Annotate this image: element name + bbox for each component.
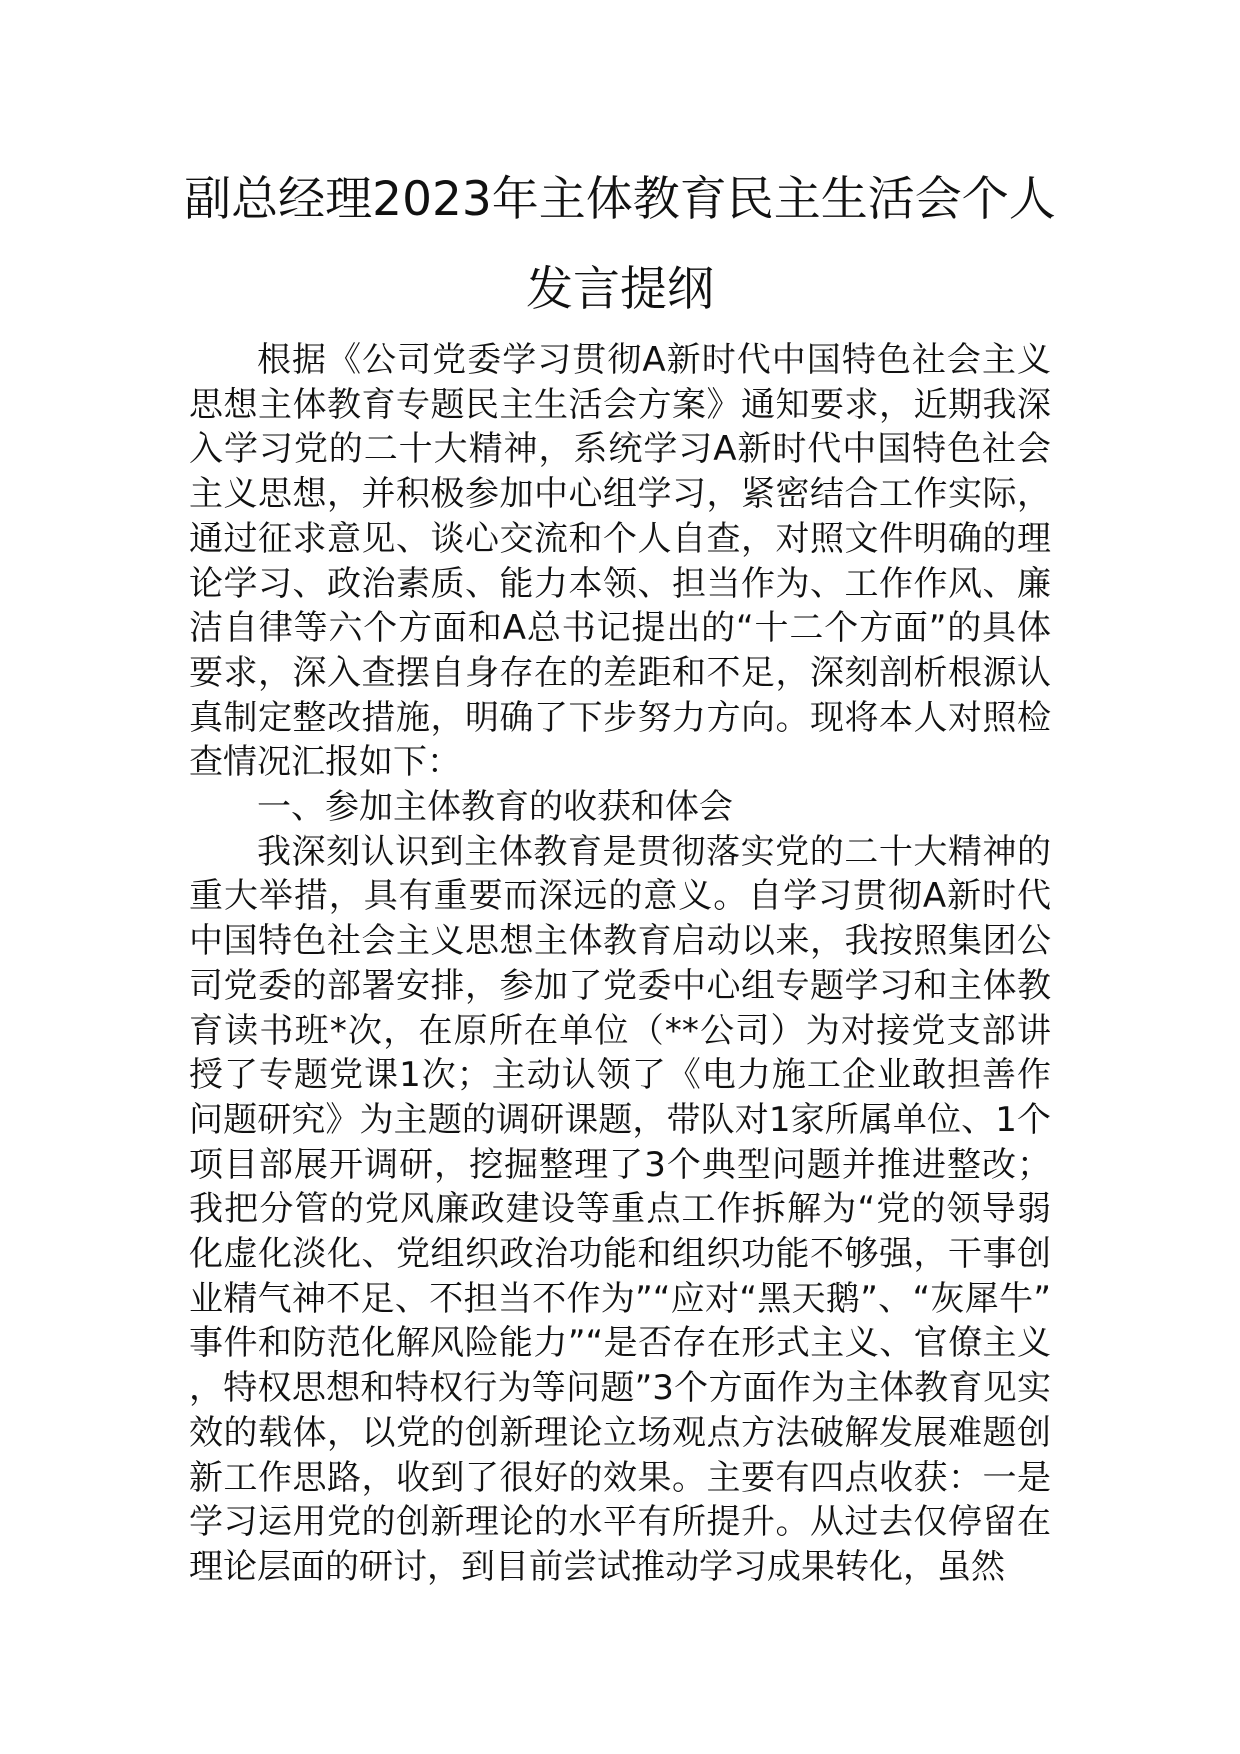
section-1-paragraph: 我深刻认识到主体教育是贯彻落实党的二十大精神的重大举措，具有重要而深远的意义。自学习贯彻A新时代中国特色社会主义思想主体教育启动以来，我按照集团公司党委的部署安排，参加了党委中心组专题学习和主体教育读书班*次，在原所在单位（**公司）为对接党支部讲授了专题党课1次；主动认领了《电力施工企业敢担善作问题研究》为主题的调研课题，带队对1家所属单位、1个项目部展开调研，挖掘整理了3个典型问题并推进整改；我把分管的党风廉政建设等重点工作拆解为“党的领导弱化虚化淡化、党组织政治功能和组织功能不够强，干事创业精气神不足、不担当不作为”“应对“黑天鹅”、“灰犀牛”事件和防范化解风险能力”“是否存在形式主义、官僚主义，特权思想和特权行为等问题”3个方面作为主体教育见实效的载体，以党的创新理论立场观点方法破解发展难题创新工作思路，收到了很好的效果。主要有四点收获：一是学习运用党的创新理论的水平有所提升。从过去仅停留在理论层面的研讨，到目前尝试推动学习成果转化，虽然: [189, 831, 1051, 1587]
document-body: [189, 338, 1051, 1590]
section-1-heading: 一、参加主体教育的收获和体会: [257, 787, 733, 828]
document-title-line-1: 副总经理2023年主体教育民主生活会个人: [184, 172, 1056, 227]
intro-paragraph: 根据《公司党委学习贯彻A新时代中国特色社会主义思想主体教育专题民主生活会方案》通知要求，近期我深入学习党的二十大精神，系统学习A新时代中国特色社会主义思想，并积极参加中心组学习，紧密结合工作实际，通过征求意见、谈心交流和个人自查，对照文件明确的理论学习、政治素质、能力本领、担当作为、工作作风、廉洁自律等六个方面和A总书记提出的“十二个方面”的具体要求，深入查摆自身存在的差距和不足，深刻剖析根源认真制定整改措施，明确了下步努力方向。现将本人对照检查情况汇报如下：: [189, 340, 1051, 783]
document-title-line-2: 发言提纲: [526, 262, 714, 317]
